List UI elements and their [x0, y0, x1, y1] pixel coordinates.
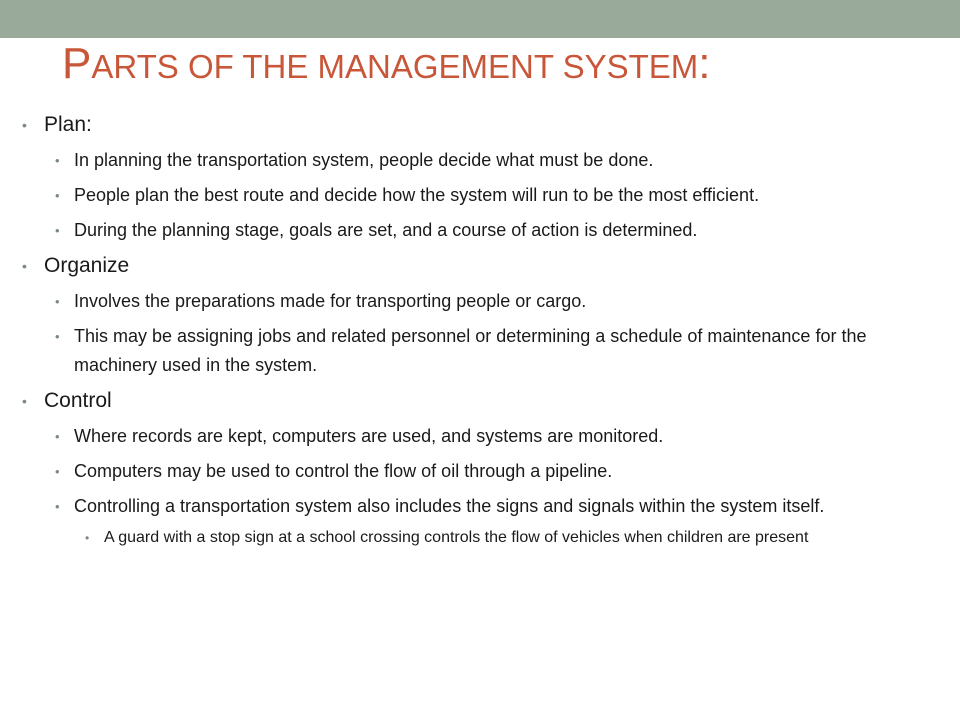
section-heading: Control: [44, 389, 112, 412]
slide-title: [62, 39, 711, 88]
item-text: Computers may be used to control the flow of oil through a pipeline.: [74, 461, 613, 481]
bullet-icon: •: [55, 153, 60, 168]
subitem-list: [22, 146, 942, 245]
list-item: [22, 287, 942, 316]
bullet-icon: •: [22, 258, 27, 274]
section-control: [22, 388, 942, 549]
bullet-icon: •: [55, 188, 60, 203]
item-text: A guard with a stop sign at a school crossing controls the flow of vehicles when children are present: [104, 529, 809, 546]
nested-list-item: [22, 527, 942, 549]
section-organize: [22, 253, 942, 380]
subitem-list: [22, 422, 942, 549]
section-heading: Organize: [44, 254, 130, 277]
list-item: [22, 216, 942, 245]
bullet-icon: •: [55, 464, 60, 479]
list-item: [22, 457, 942, 486]
list-item: [22, 181, 942, 210]
list-item: [22, 146, 942, 175]
bullet-icon: •: [55, 429, 60, 444]
nested-subitem-list: [74, 527, 942, 549]
slide-content: [22, 112, 942, 557]
top-decorative-band: [0, 0, 960, 38]
bullet-icon: •: [55, 499, 60, 514]
item-text: In planning the transportation system, people decide what must be done.: [74, 150, 654, 170]
bullet-icon: •: [55, 294, 60, 309]
list-item: [22, 492, 942, 549]
section-heading: Plan:: [44, 113, 92, 136]
subitem-list: [22, 287, 942, 380]
item-text: Where records are kept, computers are used, and systems are monitored.: [74, 426, 664, 446]
item-text: Involves the preparations made for transporting people or cargo.: [74, 291, 587, 311]
title-initial: P: [62, 39, 92, 88]
bullet-icon: •: [22, 393, 27, 409]
title-colon: :: [698, 39, 711, 88]
bullet-icon: •: [55, 329, 60, 344]
section-plan: [22, 112, 942, 245]
bullet-list: [22, 112, 942, 549]
bullet-icon: •: [22, 117, 27, 133]
list-item: [22, 422, 942, 451]
title-rest: ARTS OF THE MANAGEMENT SYSTEM: [91, 48, 699, 85]
item-text: Controlling a transportation system also includes the signs and signals within the system itself.: [74, 496, 825, 516]
bullet-icon: •: [85, 531, 90, 545]
list-item: [22, 322, 942, 380]
item-text: People plan the best route and decide how the system will run to be the most efficient.: [74, 185, 760, 205]
item-text: During the planning stage, goals are set, and a course of action is determined.: [74, 220, 698, 240]
item-text: This may be assigning jobs and related personnel or determining a schedule of maintenance for the machinery used in the system.: [74, 326, 867, 375]
bullet-icon: •: [55, 223, 60, 238]
